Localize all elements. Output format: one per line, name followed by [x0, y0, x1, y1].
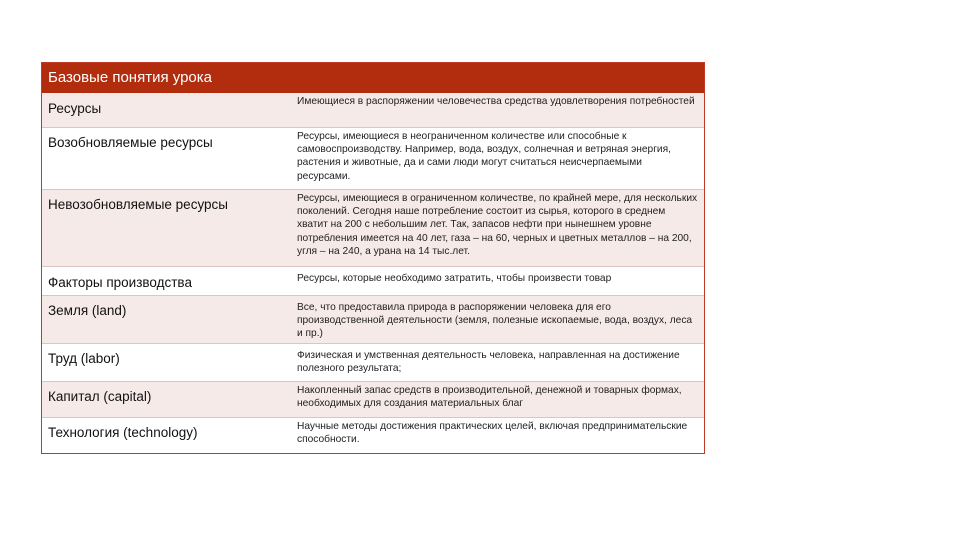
row-definition: Научные методы достижения практических целей, включая предпринимательские способности. — [297, 421, 688, 446]
table-row — [42, 343, 704, 381]
table-row — [42, 266, 704, 295]
table-row — [42, 189, 704, 266]
row-term: Труд (labor) — [48, 351, 120, 366]
row-definition: Имеющиеся в распоряжении человечества средства удовлетворения потребностей — [297, 96, 695, 107]
row-term: Невозобновляемые ресурсы — [48, 197, 229, 212]
row-term: Ресурсы — [48, 101, 102, 116]
row-definition: Все, что предоставила природа в распоряжении человека для его производственной деятельности (земля, полезные ископаемые, вода, воздух, леса и пр.) — [297, 302, 693, 340]
row-definition: Ресурсы, которые необходимо затратить, чтобы произвести товар — [297, 273, 612, 284]
row-term: Факторы производства — [48, 275, 192, 290]
table-body — [42, 93, 704, 453]
row-term: Земля (land) — [48, 303, 127, 318]
row-term: Возобновляемые ресурсы — [48, 135, 213, 150]
table-row — [42, 417, 704, 453]
row-definition: Накопленный запас средств в производительной, денежной и товарных формах, необходимых для создания материальных благ — [297, 385, 682, 410]
row-definition: Ресурсы, имеющиеся в ограниченном количестве, по крайней мере, для нескольких поколений. Сегодня наше потребление состоит из сырья, которого в среднем хватит на 200 с небольшим лет. Так, запасов нефти при нынешнем уровне потребления имеется на 40 лет, газа – на 60, черных и цветных металлов – на 200, угля – на 240, а урана на 14 тыс.лет. — [297, 193, 698, 257]
table-row — [42, 93, 704, 127]
row-definition: Физическая и умственная деятельность человека, направленная на достижение полезного результата; — [297, 350, 680, 375]
row-term: Технология (technology) — [48, 425, 198, 440]
row-term: Капитал (capital) — [48, 389, 152, 404]
table-row — [42, 127, 704, 189]
table-title: Базовые понятия урока — [42, 63, 704, 93]
table-row — [42, 295, 704, 343]
table-row — [42, 381, 704, 417]
concepts-table — [41, 62, 705, 454]
row-definition: Ресурсы, имеющиеся в неограниченном количестве или способные к самовоспроизводству. Например, вода, воздух, солнечная и ветряная энергия, растения и животные, да и сами люди могут считаться неисчерпаемыми ресурсами. — [297, 131, 671, 182]
